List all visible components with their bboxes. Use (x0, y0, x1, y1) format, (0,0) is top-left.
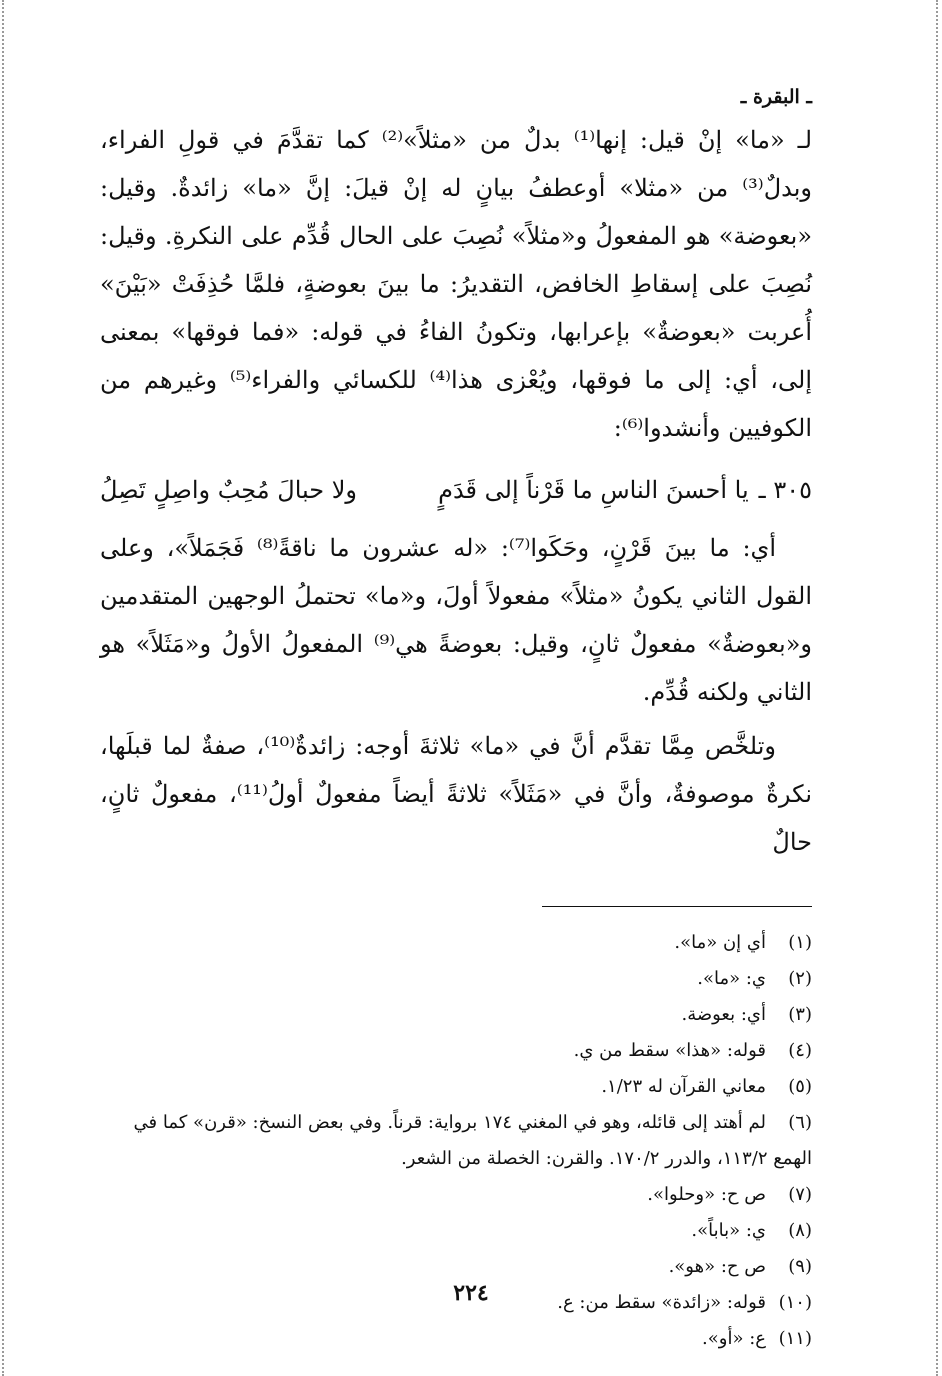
footnote-text: أي إن «ما». (674, 932, 766, 953)
paragraph-1: لـ «ما» إنْ قيل: إنها⁽¹⁾ بدلٌ من «مثلاً»⁽²⁾ كما تقدَّمَ في قولِ الفراء، وبدلٌ⁽³⁾ من «مثلا» أوعطفُ بيانٍ له إنْ قيلَ: إنَّ «ما» زائدةٌ. وقيل: «بعوضة» هو المفعولُ و«مثلاً» نُصِبَ على الحال قُدِّم على النكرةِ. وقيل: نُصِبَ على إسقاطِ الخافض، التقديرُ: ما بينَ بعوضةٍ، فلمَّا حُذِفَتْ «بَيْنَ» أُعربت «بعوضةٌ» بإعرابها، وتكونُ الفاءُ في قوله: «فما فوقها» بمعنى إلى، أي: إلى ما فوقها، ويُعْزى هذا⁽⁴⁾ للكسائي والفراء⁽⁵⁾ وغيرهم من الكوفيين وأنشدوا⁽⁶⁾: (100, 126, 813, 442)
footnote (100, 1069, 812, 1105)
footnote (100, 1177, 812, 1213)
footnote-number: (١٠) (778, 1292, 812, 1313)
footnote-number: (٤) (788, 1040, 812, 1061)
page-number: ٢٢٤ (453, 1280, 489, 1306)
body-text (100, 116, 812, 866)
footnote-text: ص ح: «هو». (668, 1256, 766, 1277)
verse-first-half: يا أحسنَ الناسِ ما قَرْناً إلى قَدَمٍ (438, 476, 749, 504)
footnote (100, 1213, 812, 1249)
footnote-text: ي: «ما». (697, 968, 766, 989)
footnote-text: معاني القرآن له ١/٢٣. (601, 1076, 766, 1097)
footnote-number: (٧) (788, 1184, 812, 1205)
footnote-text: قوله: «زائدة» سقط من: ع. (557, 1292, 766, 1313)
running-head: ـ البقرة ـ (740, 86, 812, 108)
footnote-continuation (100, 1141, 812, 1177)
page-edge-right (936, 0, 938, 1376)
footnote-text-continued: الهمع ١١٣/٢، والدرر ١٧٠/٢. والقرن: الخصلة من الشعر. (401, 1148, 812, 1169)
footnote-number: (١) (788, 932, 812, 953)
footnote (100, 997, 812, 1033)
footnote (100, 1033, 812, 1069)
page-content (100, 82, 812, 1357)
footnote-text: أي: بعوضة. (681, 1004, 766, 1025)
footnote-number: (٣) (788, 1004, 812, 1025)
footnote-number: (٢) (788, 968, 812, 989)
footnote-text: ي: «باباً». (691, 1220, 766, 1241)
footnote-text: قوله: «هذا» سقط من ي. (573, 1040, 766, 1061)
paragraph-2: أي: ما بينَ قَرْنٍ، وحَكَوا⁽⁷⁾: «له عشرون ما ناقةً⁽⁸⁾ فَجَمَلاً»، وعلى القول الثاني يكونُ «مثلاً» مفعولاً أولَ، و«ما» تحتملُ الوجهين المتقدمين و«بعوضةٌ» مفعولٌ ثانٍ، وقيل: بعوضةً هي⁽⁹⁾ المفعولُ الأولُ و«مَثَلاً» هو الثاني ولكنه قُدِّم. (100, 534, 812, 706)
verse-second-half: ولا حبالَ مُحِبٌ واصِلٍ تَصِلُ (100, 476, 358, 504)
footnote (100, 961, 812, 997)
footnote (100, 1105, 812, 1141)
footnote (100, 925, 812, 961)
page-edge-left (2, 0, 4, 1376)
footnote-separator (542, 906, 812, 907)
footnote-text: لم أهتد إلى قائله، وهو في المغني ١٧٤ برواية: قرناً. وفي بعض النسخ: «قرن» كما في (133, 1112, 766, 1133)
paragraph-3: وتلخَّص مِمَّا تقدَّم أنَّ في «ما» ثلاثةَ أوجه: زائدةٌ⁽¹⁰⁾، صفةٌ لما قبلَها، نكرةٌ موصوفةٌ، وأنَّ في «مَثَلاً» ثلاثةً أيضاً مفعولٌ أولُ⁽¹¹⁾، مفعولٌ ثانٍ، حالٌ (100, 732, 813, 856)
footnote-number: (٥) (788, 1076, 812, 1097)
verse-number: ٣٠٥ ـ (758, 476, 812, 504)
footnote-number: (٩) (788, 1256, 812, 1277)
footnote-number: (٨) (788, 1220, 812, 1241)
footnote-text: ص ح: «وحلوا». (647, 1184, 766, 1205)
footnote-text: ع: «أو». (702, 1328, 766, 1349)
footnote (100, 1321, 812, 1357)
footnote-number: (١١) (778, 1328, 812, 1349)
footnote-number: (٦) (788, 1112, 812, 1133)
verse-line (100, 466, 812, 514)
